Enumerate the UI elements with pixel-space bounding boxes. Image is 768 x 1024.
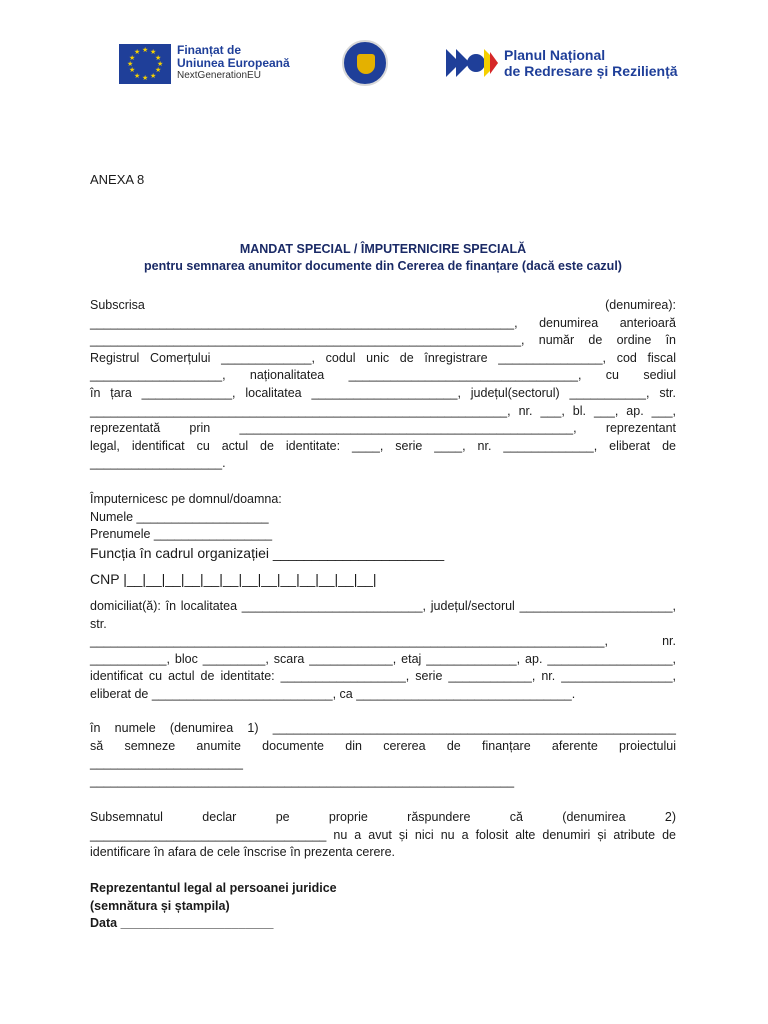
annex-label: ANEXA 8 <box>90 172 145 187</box>
declaration-paragraph <box>90 809 676 862</box>
text-line: __________________________________ nu a avut și nici nu a folosit alte denumiri și atribute de <box>90 827 676 842</box>
signature-title: Reprezentantul legal al persoanei juridice <box>90 881 337 895</box>
company-details-paragraph <box>90 297 676 473</box>
text-line: str. <box>90 616 107 631</box>
text-line: să semneze anumite documente din cererea de finanțare aferente proiectului <box>90 738 676 753</box>
text-line: ___________________. <box>90 456 226 471</box>
pnrr-logo <box>446 46 678 80</box>
text-line: ______________________ <box>90 756 243 771</box>
pnrr-text-line2: de Redresare și Reziliență <box>504 63 678 79</box>
delegate-cnp: CNP |__|__|__|__|__|__|__|__|__|__|__|__|__| <box>90 570 377 587</box>
text-line: reprezentată prin ________________________________________________, reprezentant <box>90 421 676 436</box>
delegate-address <box>90 598 676 704</box>
text-line: domiciliat(ă): în localitatea __________________________, județul/sectorul ______________________, <box>90 599 676 613</box>
delegate-function: Funcția în cadrul organizației ______________________ <box>90 544 445 561</box>
date-field: Data ______________________ <box>90 916 274 931</box>
text-line: ___________, bloc _________, scara ____________, etaj _____________, ap. __________________, <box>90 651 676 666</box>
mandate-paragraph <box>90 720 676 790</box>
text-line: __________________________________________________________________________, nr. <box>90 634 676 649</box>
title-line: MANDAT SPECIAL / ÎMPUTERNICIRE SPECIALĂ <box>239 242 527 256</box>
pnrr-text-line1: Planul Național <box>504 47 606 63</box>
text-line: ______________________________________________________________, număr de ordine în <box>90 333 676 348</box>
delegate-first-name: Prenumele _________________ <box>90 527 273 542</box>
text-line: _____________________________________________________________, denumirea anterioară <box>90 315 676 330</box>
signature-note: (semnătura și ștampila) <box>90 898 230 913</box>
text-line: ___________________, naționalitatea _________________________________, cu sediul <box>90 368 676 383</box>
header-logos <box>0 40 768 92</box>
text-line: în țara _____________, localitatea _____________________, județul(sectorul) ___________, str. <box>90 385 676 400</box>
subtitle-line: pentru semnarea anumitor documente din Cererea de finanțare (dacă este cazul) <box>144 259 622 273</box>
signature-block <box>90 880 676 933</box>
text-line: eliberat de __________________________, ca _______________________________. <box>90 686 576 701</box>
text-line: _____________________________________________________________ <box>90 773 515 788</box>
text-line: Subscrisa (denumirea): <box>90 298 676 312</box>
text-line: legal, identificat cu actul de identitate: ____, serie ____, nr. _____________, eliberat de <box>90 438 676 453</box>
delegate-last-name: Numele ___________________ <box>90 509 269 524</box>
eu-text-line3: NextGenerationEU <box>177 70 261 81</box>
document-title <box>90 241 676 275</box>
text-line: Subsemnatul declar pe proprie răspundere că (denumirea 2) <box>90 810 676 824</box>
eu-flag-icon: ★ ★ ★ ★ ★ ★ ★ ★ ★ ★ ★ ★ <box>119 44 171 84</box>
pnrr-arrow-icon <box>446 46 498 80</box>
text-line: Registrul Comerțului _____________, codul unic de înregistrare _______________, cod fiscal <box>90 350 676 365</box>
delegate-paragraph <box>90 491 676 589</box>
eu-text-line1: Finanțat de <box>177 43 242 57</box>
delegate-intro: Împuternicesc pe domnul/doamna: <box>90 492 282 506</box>
eu-text-line2: Uniunea Europeană <box>177 56 290 70</box>
government-seal-icon <box>342 40 388 86</box>
text-line: în numele (denumirea 1) __________________________________________________________ <box>90 721 676 735</box>
eu-logo <box>119 44 290 84</box>
text-line: identificare în afara de cele înscrise în prezenta cerere. <box>90 845 396 860</box>
text-line: identificat cu actul de identitate: __________________, serie ____________, nr. ________________, <box>90 669 676 684</box>
text-line: ____________________________________________________________, nr. ___, bl. ___, ap. ___, <box>90 403 676 418</box>
